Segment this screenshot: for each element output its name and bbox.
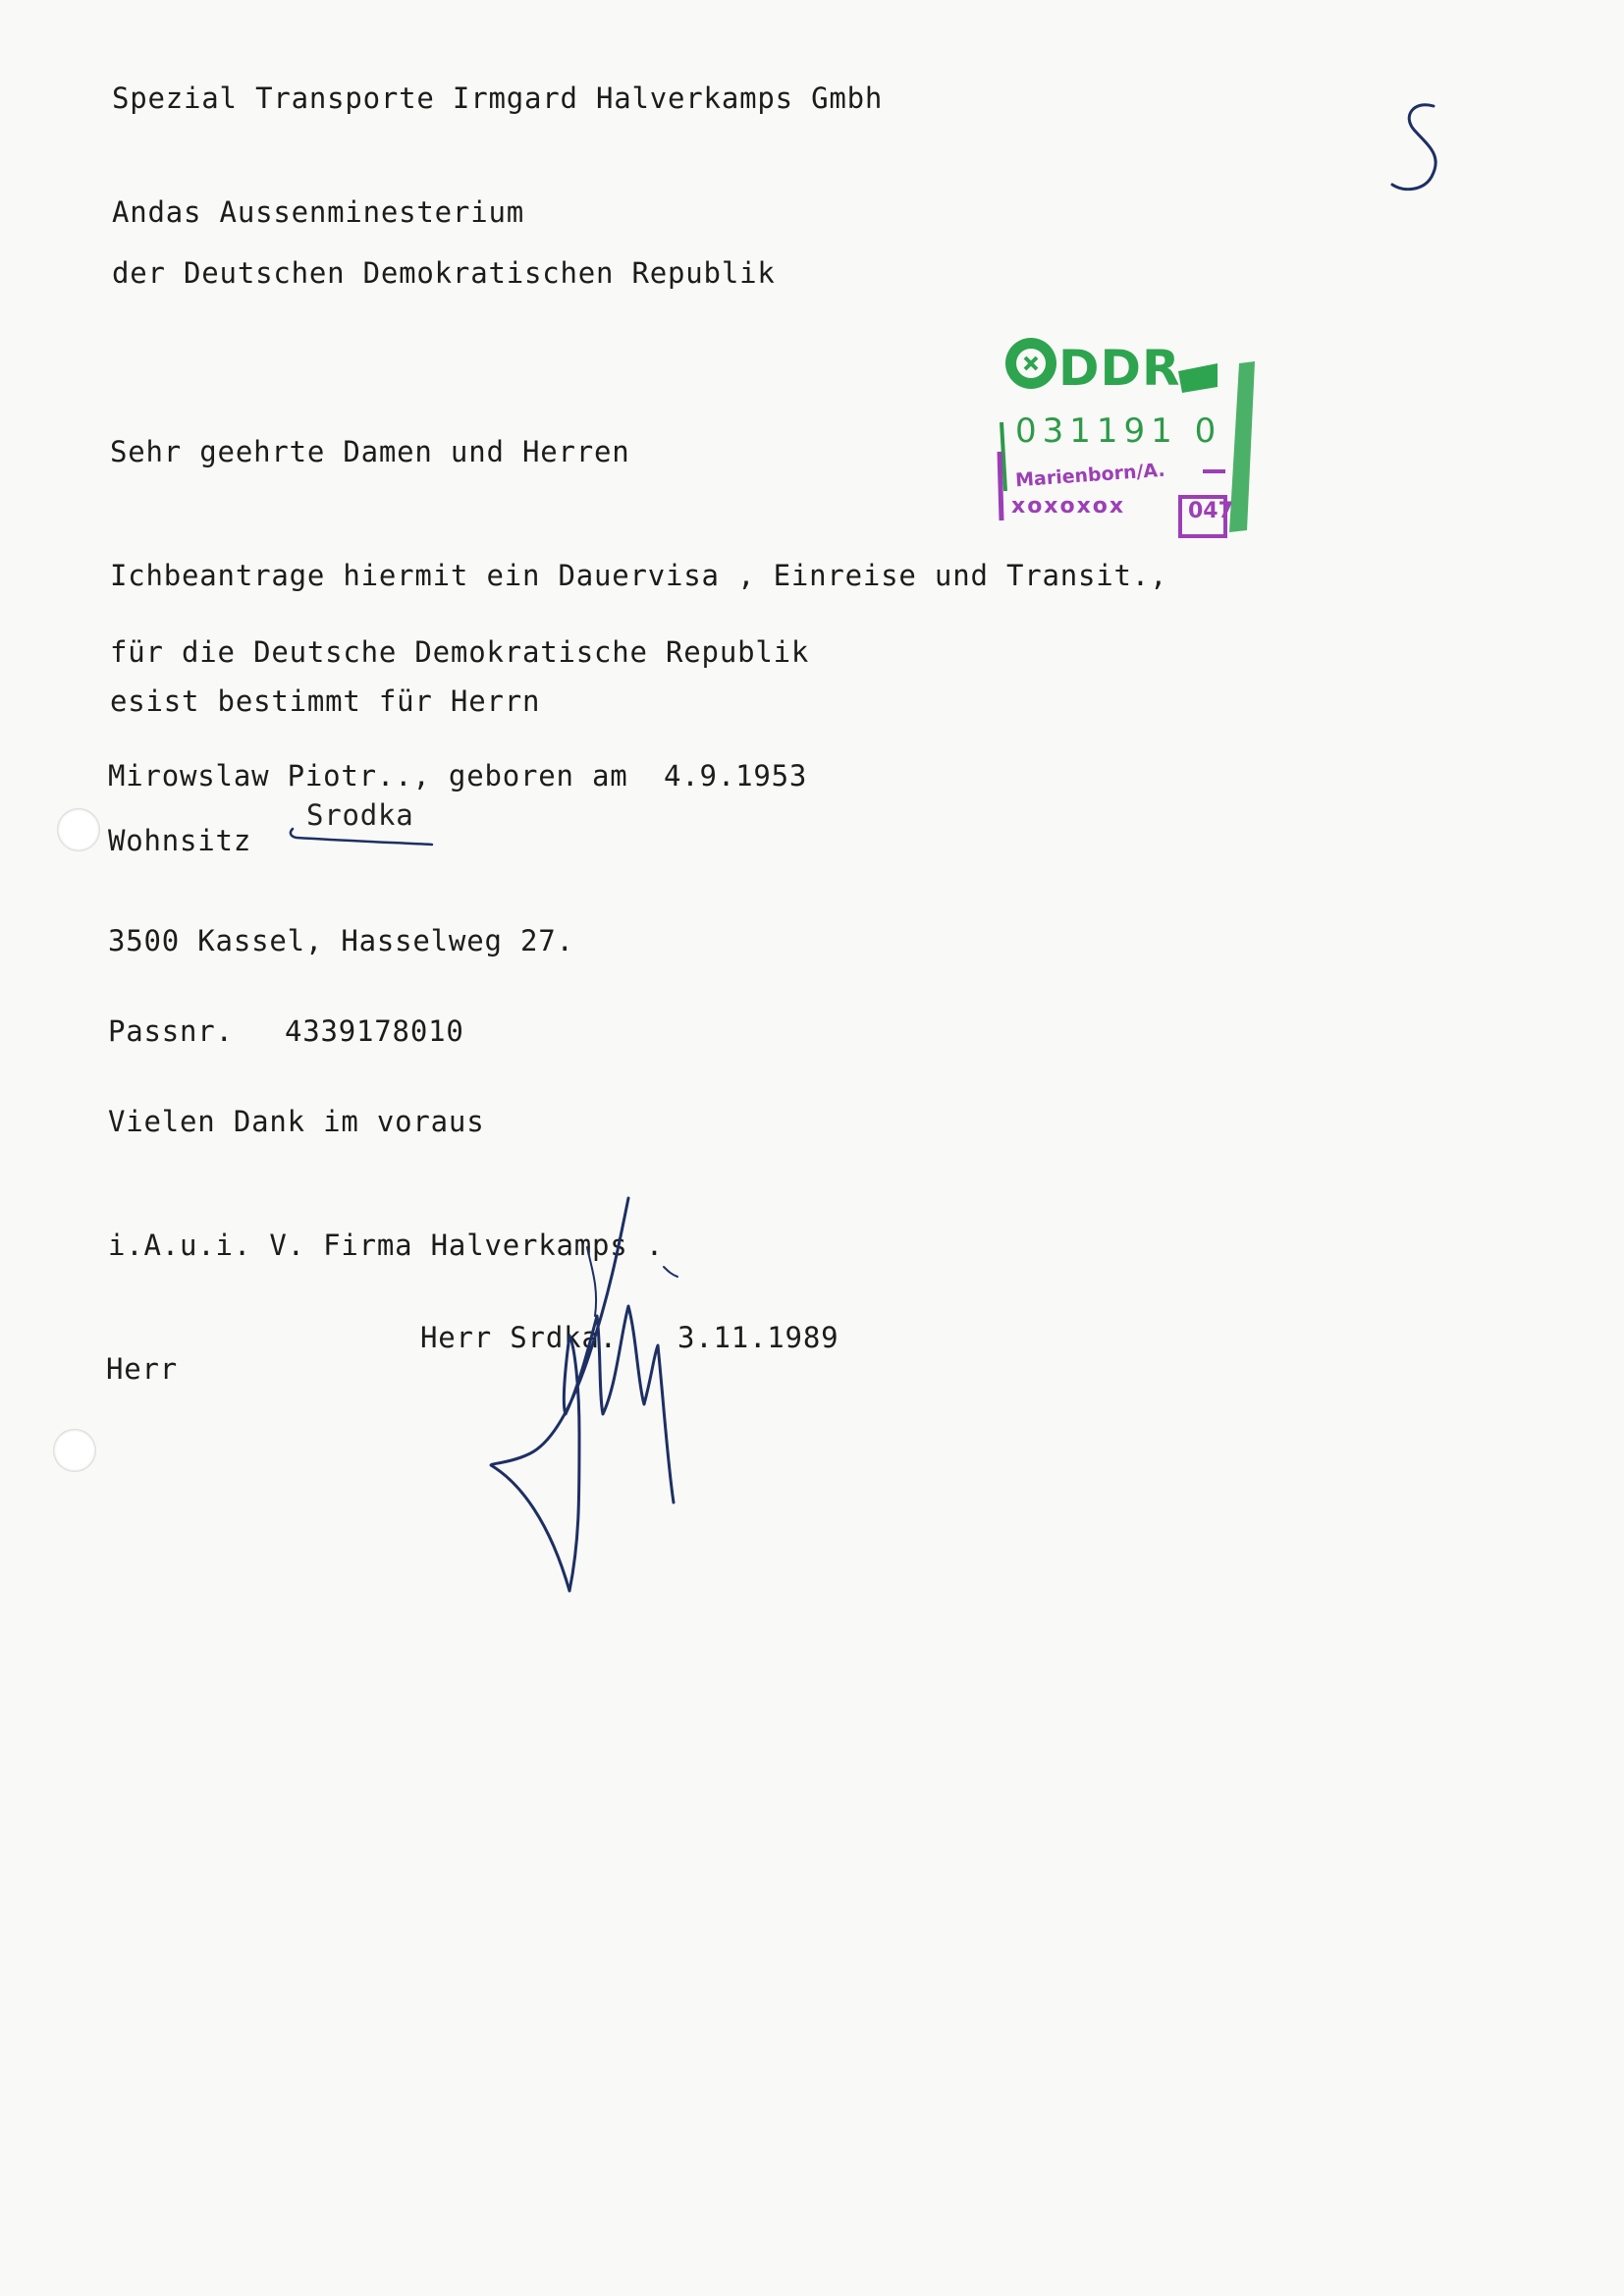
recipient-line-1: Andas Aussenminesterium <box>112 195 524 229</box>
stamp-number: 047 <box>1188 499 1233 523</box>
passport-number: 4339178010 <box>285 1014 464 1048</box>
herr-line: Herr <box>106 1352 179 1386</box>
punch-hole <box>57 808 100 851</box>
salutation: Sehr geehrte Damen und Herren <box>110 435 630 468</box>
signature-line: i.A.u.i. V. Firma Halverkamps . <box>108 1229 665 1262</box>
punch-hole <box>53 1429 96 1472</box>
stamp-date: 031191 0 <box>1015 411 1222 451</box>
purpose-line: esist bestimmt für Herrn <box>110 684 541 718</box>
recipient-line-2: der Deutschen Demokratischen Republik <box>112 256 776 290</box>
request-line: Ichbeantrage hiermit ein Dauervisa , Einreise und Transit., <box>110 559 1168 592</box>
thanks-line: Vielen Dank im voraus <box>108 1105 485 1138</box>
handwritten-surname: Srodka <box>306 798 414 832</box>
page-number-handwritten <box>1384 98 1453 196</box>
closing-name: Herr Srdka. <box>420 1321 618 1354</box>
signature <box>471 1188 746 1601</box>
stamp-place: Marienborn/A. <box>1014 459 1166 492</box>
passport-label: Passnr. <box>108 1014 234 1048</box>
closing-date: 3.11.1989 <box>677 1321 839 1354</box>
stamp-pattern: xoxoxox <box>1011 494 1126 519</box>
residence-label: Wohnsitz <box>108 824 252 857</box>
ddr-entry-stamp <box>972 324 1267 550</box>
address-line: 3500 Kassel, Hasselweg 27. <box>108 924 574 957</box>
country-line: für die Deutsche Demokratische Republik <box>110 635 810 669</box>
sender-line: Spezial Transporte Irmgard Halverkamps Gmbh <box>112 82 884 115</box>
surname-underline <box>285 823 442 852</box>
person-line: Mirowslaw Piotr.., geboren am 4.9.1953 <box>108 759 808 793</box>
stamp-country: DDR <box>1058 340 1181 397</box>
